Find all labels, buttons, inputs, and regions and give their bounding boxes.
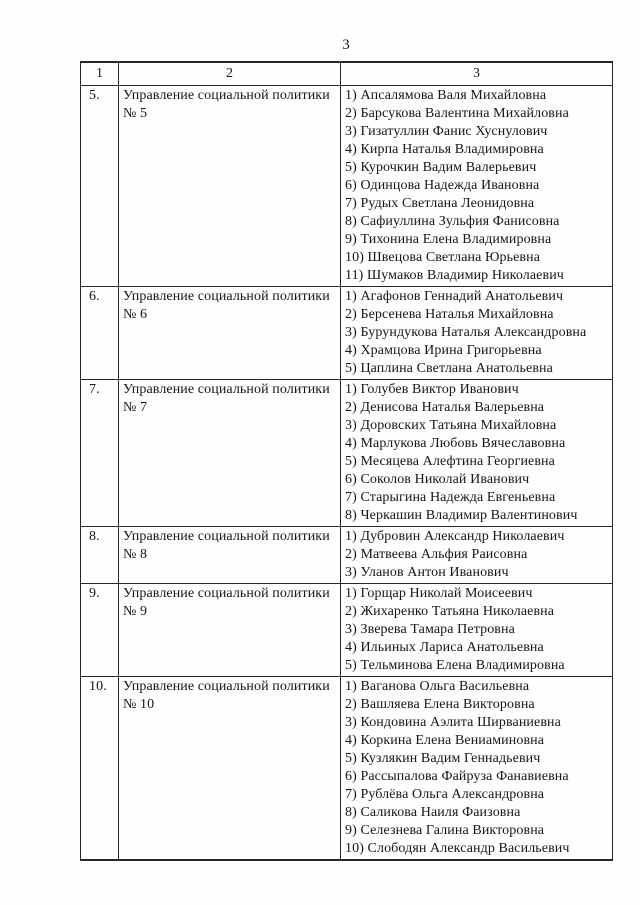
member-name: 9) Селезнева Галина Викторовна (345, 823, 545, 838)
member-name: 1) Апсалямова Валя Михайловна (345, 88, 547, 103)
department-number: № 6 (123, 307, 148, 322)
row-number-cell: 7. (81, 380, 119, 527)
row-number-cell: 8. (81, 527, 119, 584)
member-name: 6) Рассыпалова Файруза Фанавиевна (345, 769, 569, 784)
members-cell (341, 527, 613, 584)
row-number-cell: 9. (81, 584, 119, 677)
member-name: 1) Горщар Николай Моисеевич (345, 586, 533, 601)
departments-table (80, 61, 613, 861)
department-number: № 5 (123, 106, 148, 121)
table-body (81, 86, 613, 861)
department-name: Управление социальной политики (123, 88, 330, 103)
department-cell (119, 584, 341, 677)
member-name: 9) Тихонина Елена Владимировна (345, 232, 552, 247)
table-row (81, 677, 613, 861)
member-name: 10) Слободян Александр Васильевич (345, 841, 570, 856)
members-cell (341, 86, 613, 287)
member-name: 5) Цаплина Светлана Анатольевна (345, 361, 553, 376)
member-name: 3) Бурундукова Наталья Александровна (345, 325, 587, 340)
department-name: Управление социальной политики (123, 289, 330, 304)
member-name: 2) Берсенева Наталья Михайловна (345, 307, 554, 322)
table-row (81, 86, 613, 287)
member-name: 5) Тельминова Елена Владимировна (345, 658, 565, 673)
member-name: 5) Месяцева Алефтина Георгиевна (345, 454, 555, 469)
member-name: 4) Храмцова Ирина Григорьевна (345, 343, 542, 358)
member-name: 4) Ильиных Лариса Анатольевна (345, 640, 544, 655)
member-name: 1) Дубровин Александр Николаевич (345, 529, 565, 544)
member-name: 4) Кирпа Наталья Владимировна (345, 142, 544, 157)
department-number: № 10 (123, 697, 155, 712)
member-name: 6) Одинцова Надежда Ивановна (345, 178, 540, 193)
department-number: № 7 (123, 400, 148, 415)
member-name: 2) Денисова Наталья Валерьевна (345, 400, 545, 415)
department-number: № 8 (123, 547, 148, 562)
department-name: Управление социальной политики (123, 382, 330, 397)
department-number: № 9 (123, 604, 148, 619)
column-header-3: 3 (341, 62, 613, 86)
row-number-cell: 6. (81, 287, 119, 380)
department-cell (119, 677, 341, 861)
table-row (81, 287, 613, 380)
member-name: 3) Кондовина Аэлита Ширваниевна (345, 715, 561, 730)
department-name: Управление социальной политики (123, 586, 330, 601)
page-number: 3 (342, 37, 350, 53)
department-cell (119, 287, 341, 380)
member-name: 5) Курочкин Вадим Валерьевич (345, 160, 537, 175)
member-name: 3) Гизатуллин Фанис Хуснулович (345, 124, 548, 139)
column-header-2: 2 (119, 62, 341, 86)
member-name: 3) Доровских Татьяна Михайловна (345, 418, 557, 433)
table-header-row (81, 62, 613, 86)
member-name: 4) Коркина Елена Вениаминовна (345, 733, 545, 748)
row-number-cell: 5. (81, 86, 119, 287)
table-row (81, 527, 613, 584)
members-cell (341, 287, 613, 380)
member-name: 11) Шумаков Владимир Николаевич (345, 268, 564, 283)
department-cell (119, 86, 341, 287)
member-name: 2) Матвеева Альфия Раисовна (345, 547, 528, 562)
members-cell (341, 677, 613, 861)
member-name: 2) Жихаренко Татьяна Николаевна (345, 604, 555, 619)
department-name: Управление социальной политики (123, 529, 330, 544)
department-cell (119, 380, 341, 527)
member-name: 1) Ваганова Ольга Васильевна (345, 679, 530, 694)
member-name: 3) Зверева Тамара Петровна (345, 622, 515, 637)
department-cell (119, 527, 341, 584)
member-name: 1) Агафонов Геннадий Анатольевич (345, 289, 564, 304)
member-name: 7) Рудых Светлана Леонидовна (345, 196, 535, 211)
member-name: 8) Черкашин Владимир Валентинович (345, 508, 578, 523)
row-number-cell: 10. (81, 677, 119, 861)
table-row (81, 380, 613, 527)
member-name: 10) Швецова Светлана Юрьевна (345, 250, 541, 265)
column-header-1: 1 (81, 62, 119, 86)
department-name: Управление социальной политики (123, 679, 330, 694)
member-name: 2) Вашляева Елена Викторовна (345, 697, 535, 712)
member-name: 4) Марлукова Любовь Вячеславовна (345, 436, 566, 451)
member-name: 7) Рублёва Ольга Александровна (345, 787, 545, 802)
members-cell (341, 584, 613, 677)
member-name: 2) Барсукова Валентина Михайловна (345, 106, 569, 121)
member-name: 5) Кузлякин Вадим Геннадьевич (345, 751, 541, 766)
member-name: 1) Голубев Виктор Иванович (345, 382, 519, 397)
members-cell (341, 380, 613, 527)
member-name: 6) Соколов Николай Иванович (345, 472, 530, 487)
table-row (81, 584, 613, 677)
member-name: 3) Уланов Антон Иванович (345, 565, 509, 580)
member-name: 8) Саликова Наиля Фаизовна (345, 805, 521, 820)
member-name: 7) Старыгина Надежда Евгеньевна (345, 490, 556, 505)
member-name: 8) Сафиуллина Зульфия Фанисовна (345, 214, 560, 229)
